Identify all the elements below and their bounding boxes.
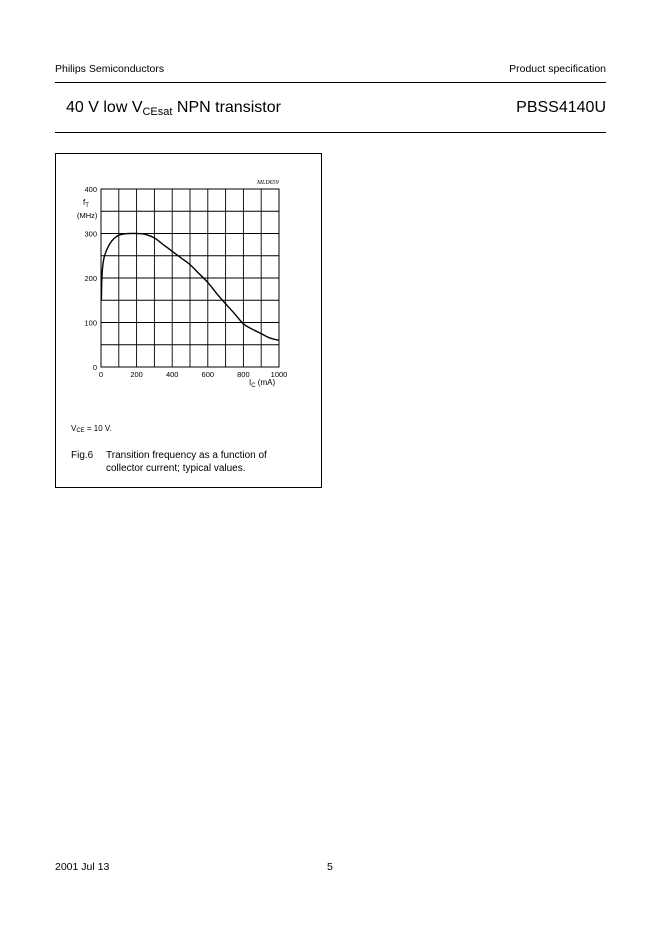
test-condition bbox=[71, 424, 112, 434]
y-axis-symbol: f bbox=[83, 198, 86, 207]
footer-date: 2001 Jul 13 bbox=[55, 861, 110, 873]
y-axis-label bbox=[83, 198, 89, 209]
y-tick-label: 400 bbox=[84, 185, 97, 194]
company-name: Philips Semiconductors bbox=[55, 63, 165, 75]
y-axis-unit: (MHz) bbox=[77, 211, 98, 220]
x-axis-symbol: I bbox=[249, 378, 252, 387]
page-number: 5 bbox=[327, 861, 333, 873]
x-tick-label: 1000 bbox=[270, 370, 288, 379]
x-axis-label bbox=[249, 378, 275, 389]
caption-line-2: collector current; typical values. bbox=[106, 463, 246, 474]
x-tick-label: 600 bbox=[201, 370, 215, 379]
document-type: Product specification bbox=[509, 63, 606, 75]
condition-value: = 10 V. bbox=[84, 424, 112, 433]
y-axis-subscript: T bbox=[85, 203, 89, 209]
figure-code: MLD659 bbox=[257, 180, 279, 186]
y-tick-label: 0 bbox=[92, 363, 97, 372]
caption-line-1: Transition frequency as a function of bbox=[106, 450, 267, 461]
y-tick-label: 300 bbox=[84, 229, 97, 239]
title-subscript: CEsat bbox=[142, 106, 173, 118]
title-suffix: NPN transistor bbox=[172, 99, 281, 116]
figure-number: Fig.6 bbox=[71, 450, 94, 461]
y-tick-label: 200 bbox=[84, 274, 97, 283]
figure-caption bbox=[106, 449, 267, 475]
y-tick-label: 100 bbox=[84, 318, 97, 328]
condition-symbol: V bbox=[71, 424, 77, 433]
condition-subscript: CE bbox=[76, 428, 85, 434]
x-axis-unit: (mA) bbox=[255, 378, 276, 387]
x-tick-label: 400 bbox=[165, 370, 179, 379]
title-prefix: 40 V low V bbox=[66, 99, 143, 116]
part-number: PBSS4140U bbox=[516, 99, 606, 116]
x-tick-label: 0 bbox=[98, 370, 104, 379]
x-tick-label: 800 bbox=[237, 370, 250, 379]
x-axis-subscript: C bbox=[251, 383, 256, 389]
x-tick-label: 200 bbox=[130, 370, 143, 379]
